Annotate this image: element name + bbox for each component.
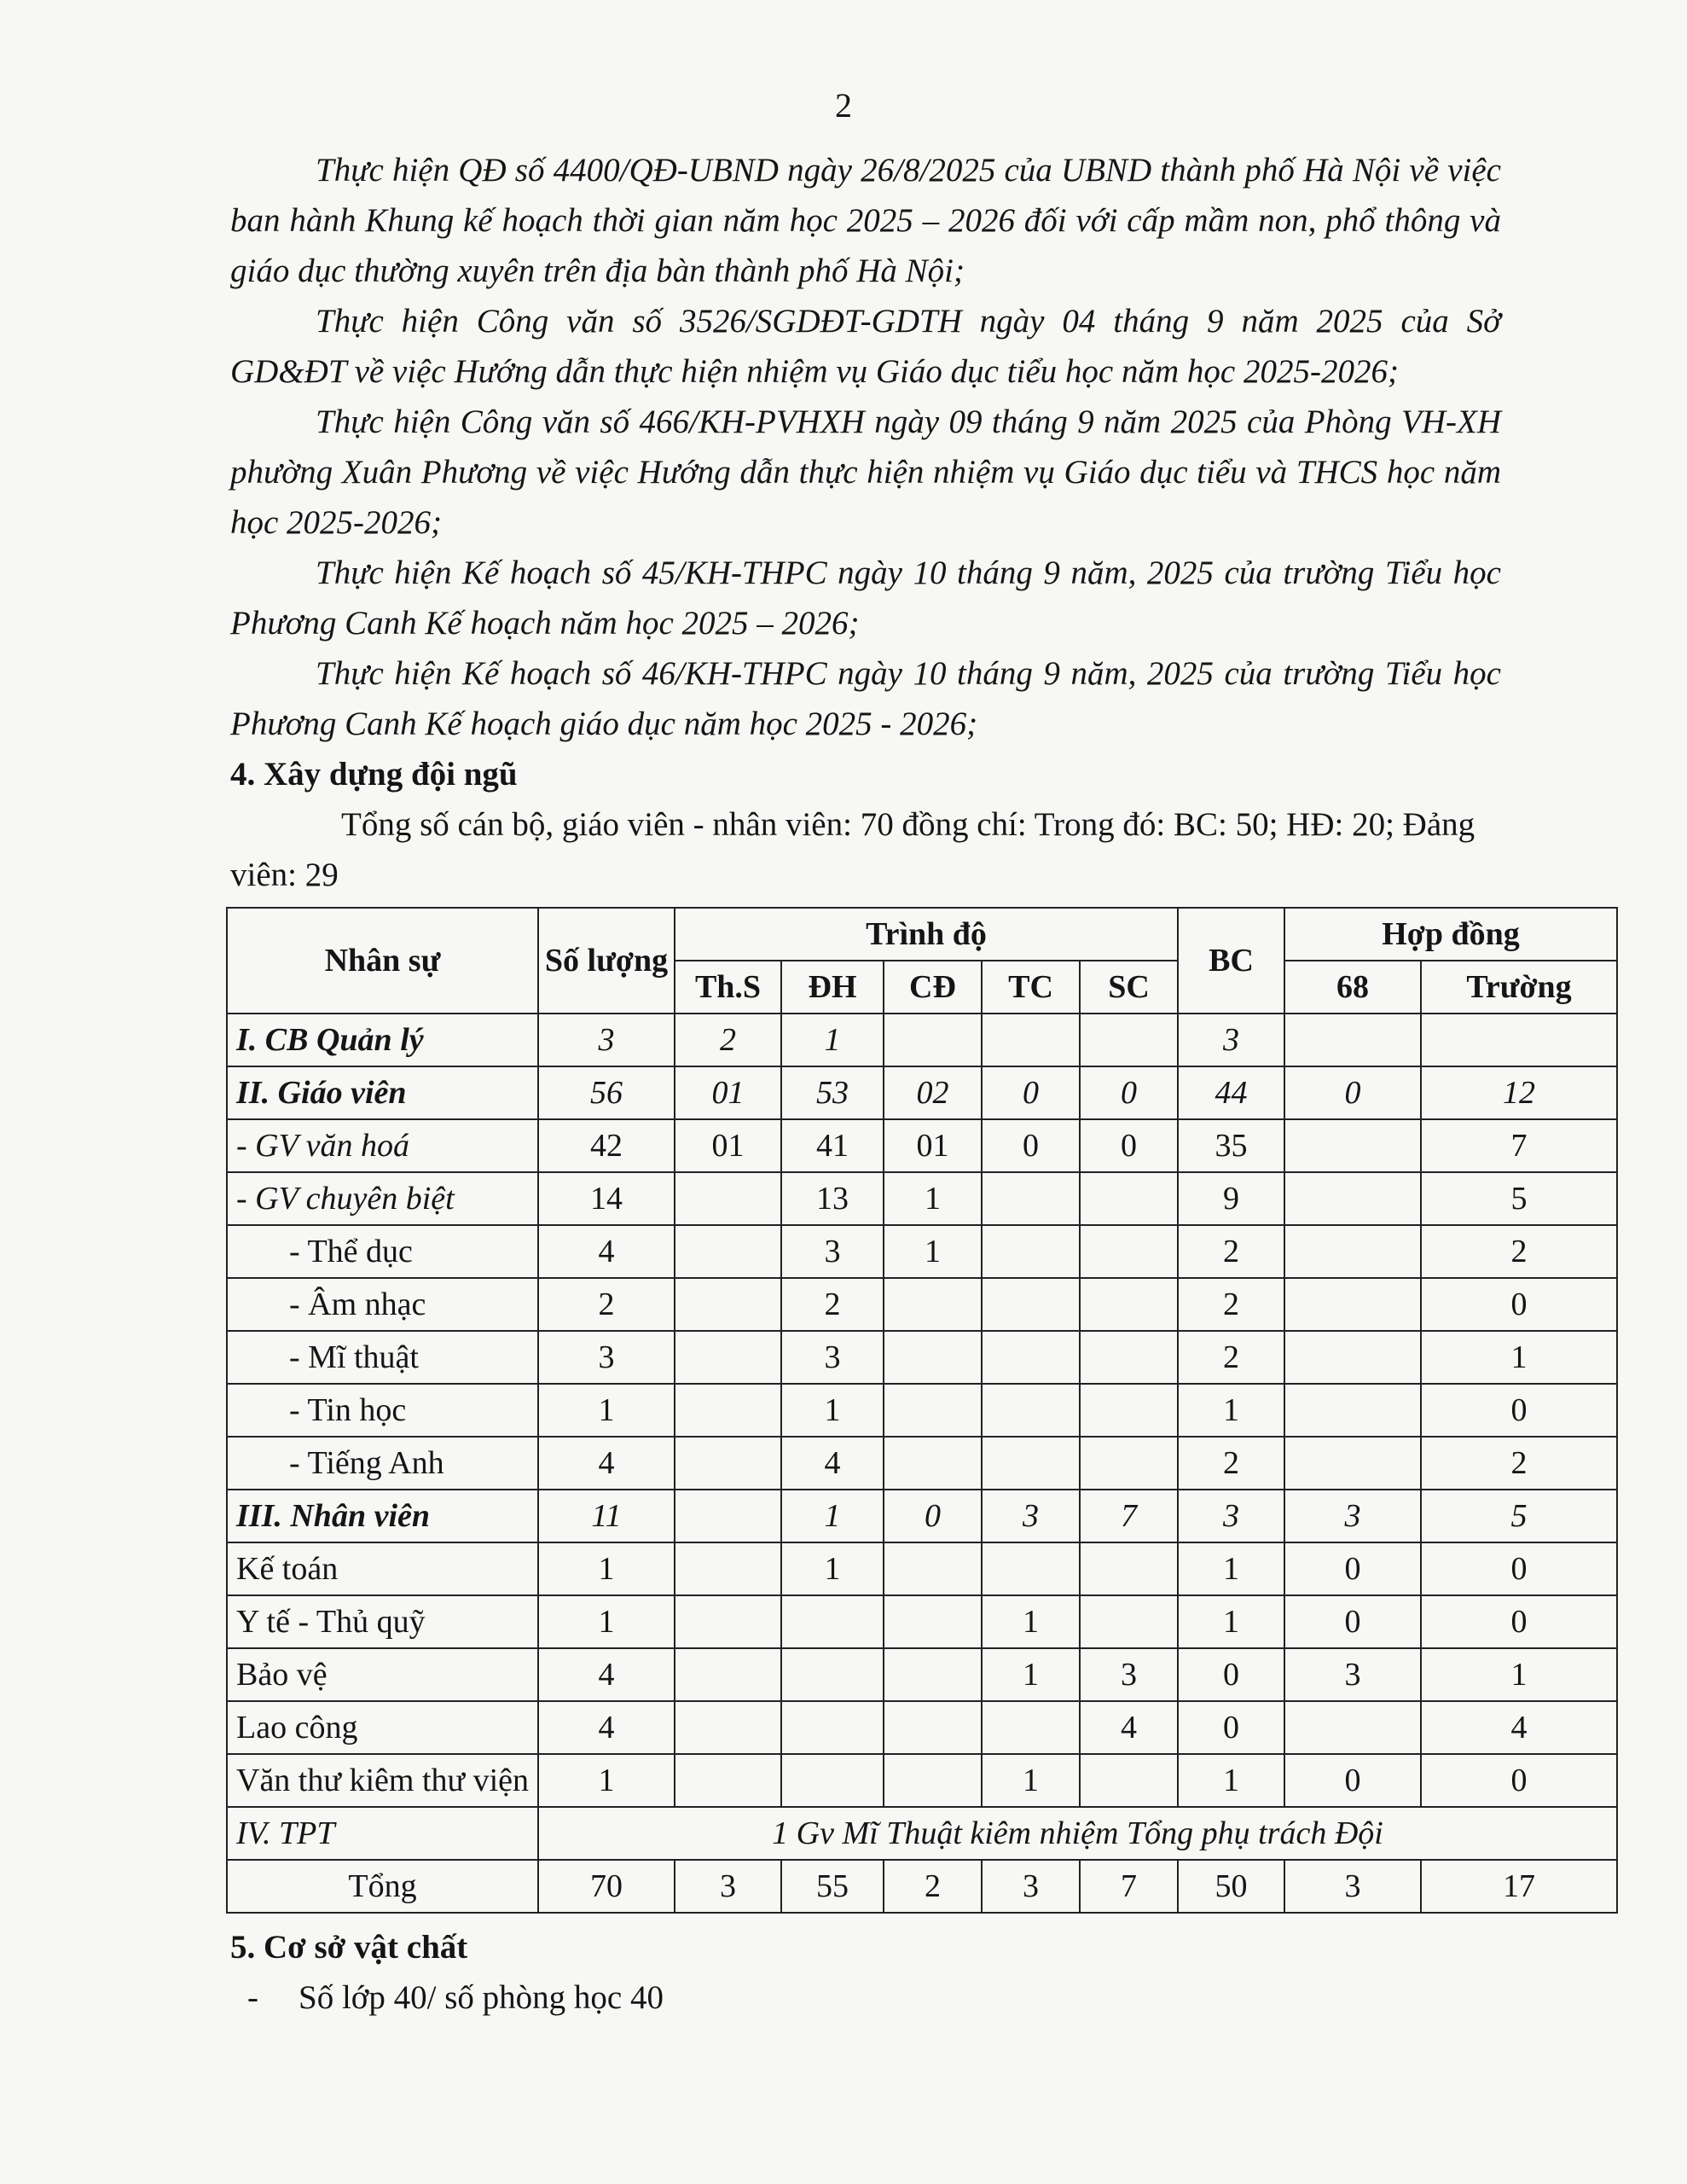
cell-ths — [675, 1490, 781, 1542]
cell-ths — [675, 1172, 781, 1225]
cell-tc — [982, 1278, 1080, 1331]
cell-dh — [781, 1701, 884, 1754]
cell-bc: 44 — [1178, 1066, 1284, 1119]
table-row — [227, 1490, 1617, 1542]
row-label: Kế toán — [227, 1542, 538, 1595]
cell-sc: 7 — [1080, 1490, 1178, 1542]
cell-hd68 — [1284, 1278, 1421, 1331]
cell-bc: 35 — [1178, 1119, 1284, 1172]
cell-truong: 12 — [1421, 1066, 1617, 1119]
cell-bc: 1 — [1178, 1595, 1284, 1648]
cell-so_luong: 1 — [538, 1754, 675, 1807]
table-row — [227, 1014, 1617, 1066]
paragraph-2 — [230, 296, 1501, 397]
cell-dh: 4 — [781, 1437, 884, 1490]
cell-bc: 2 — [1178, 1331, 1284, 1384]
cell-cd — [884, 1648, 982, 1701]
total-ths: 3 — [675, 1860, 781, 1913]
row-label: III. Nhân viên — [227, 1490, 538, 1542]
header-sc: SC — [1080, 961, 1178, 1014]
cell-bc: 1 — [1178, 1754, 1284, 1807]
cell-bc: 2 — [1178, 1437, 1284, 1490]
table-row — [227, 1648, 1617, 1701]
cell-tc — [982, 1701, 1080, 1754]
cell-hd68 — [1284, 1014, 1421, 1066]
cell-cd: 01 — [884, 1119, 982, 1172]
total-so-luong: 70 — [538, 1860, 675, 1913]
paragraph-2-text: Thực hiện Công văn số 3526/SGDĐT-GDTH ngày 04 tháng 9 năm 2025 của Sở GD&ĐT về việc Hướng dẫn thực hiện nhiệm vụ Giáo dục tiểu học năm học 2025-2026; — [230, 303, 1501, 390]
paragraph-3 — [230, 397, 1501, 548]
cell-cd — [884, 1595, 982, 1648]
cell-truong: 2 — [1421, 1437, 1617, 1490]
paragraph-1-text: Thực hiện QĐ số 4400/QĐ-UBND ngày 26/8/2025 của UBND thành phố Hà Nội về việc ban hành Khung kế hoạch thời gian năm học 2025 – 2026 đối với cấp mầm non, phổ thông và giáo dục thường xuyên trên địa bàn thành phố Hà Nội; — [230, 152, 1501, 289]
tpt-label: IV. TPT — [227, 1807, 538, 1860]
row-label: Y tế - Thủ quỹ — [227, 1595, 538, 1648]
paragraph-4-text: Thực hiện Kế hoạch số 45/KH-THPC ngày 10 tháng 9 năm, 2025 của trường Tiểu học Phương Canh Kế hoạch năm học 2025 – 2026; — [230, 555, 1501, 642]
cell-truong: 0 — [1421, 1595, 1617, 1648]
cell-ths — [675, 1225, 781, 1278]
cell-cd — [884, 1542, 982, 1595]
cell-dh: 41 — [781, 1119, 884, 1172]
cell-cd — [884, 1384, 982, 1437]
header-68: 68 — [1284, 961, 1421, 1014]
cell-hd68 — [1284, 1119, 1421, 1172]
table-row — [227, 1542, 1617, 1595]
section-4-heading: 4. Xây dựng đội ngũ — [230, 756, 518, 793]
total-bc: 50 — [1178, 1860, 1284, 1913]
cell-hd68: 3 — [1284, 1490, 1421, 1542]
cell-ths: 2 — [675, 1014, 781, 1066]
cell-ths: 01 — [675, 1119, 781, 1172]
table-row — [227, 1384, 1617, 1437]
cell-sc: 0 — [1080, 1066, 1178, 1119]
total-cd: 2 — [884, 1860, 982, 1913]
cell-dh: 1 — [781, 1542, 884, 1595]
header-hop-dong: Hợp đồng — [1284, 908, 1617, 961]
cell-hd68: 0 — [1284, 1066, 1421, 1119]
cell-tc — [982, 1172, 1080, 1225]
cell-tc: 0 — [982, 1119, 1080, 1172]
total-row — [227, 1860, 1617, 1913]
cell-tc — [982, 1014, 1080, 1066]
cell-tc — [982, 1542, 1080, 1595]
cell-hd68: 0 — [1284, 1754, 1421, 1807]
total-label: Tổng — [227, 1860, 538, 1913]
cell-so_luong: 4 — [538, 1225, 675, 1278]
cell-sc — [1080, 1278, 1178, 1331]
total-68: 3 — [1284, 1860, 1421, 1913]
staff-table-body — [227, 1014, 1617, 1807]
cell-so_luong: 2 — [538, 1278, 675, 1331]
cell-so_luong: 4 — [538, 1701, 675, 1754]
cell-tc: 1 — [982, 1754, 1080, 1807]
cell-so_luong: 14 — [538, 1172, 675, 1225]
tpt-note: 1 Gv Mĩ Thuật kiêm nhiệm Tổng phụ trách Đội — [538, 1807, 1617, 1860]
cell-ths — [675, 1278, 781, 1331]
cell-hd68: 0 — [1284, 1595, 1421, 1648]
cell-dh: 13 — [781, 1172, 884, 1225]
header-row-1 — [227, 908, 1617, 961]
paragraph-5-text: Thực hiện Kế hoạch số 46/KH-THPC ngày 10 tháng 9 năm, 2025 của trường Tiểu học Phương Canh Kế hoạch giáo dục năm học 2025 - 2026; — [230, 655, 1501, 742]
cell-truong: 0 — [1421, 1542, 1617, 1595]
header-bc: BC — [1178, 908, 1284, 1014]
cell-ths — [675, 1331, 781, 1384]
cell-so_luong: 3 — [538, 1331, 675, 1384]
row-label: - Âm nhạc — [227, 1278, 538, 1331]
header-dh: ĐH — [781, 961, 884, 1014]
cell-sc — [1080, 1331, 1178, 1384]
cell-cd — [884, 1701, 982, 1754]
table-row — [227, 1066, 1617, 1119]
total-dh: 55 — [781, 1860, 884, 1913]
row-label: - Mĩ thuật — [227, 1331, 538, 1384]
paragraph-1 — [230, 145, 1501, 296]
cell-sc — [1080, 1595, 1178, 1648]
cell-sc — [1080, 1384, 1178, 1437]
header-ths: Th.S — [675, 961, 781, 1014]
cell-sc — [1080, 1437, 1178, 1490]
cell-bc: 3 — [1178, 1490, 1284, 1542]
row-label: - GV chuyên biệt — [227, 1172, 538, 1225]
table-row — [227, 1278, 1617, 1331]
cell-truong: 0 — [1421, 1384, 1617, 1437]
table-row — [227, 1225, 1617, 1278]
cell-truong: 1 — [1421, 1331, 1617, 1384]
cell-sc — [1080, 1542, 1178, 1595]
row-label: Lao công — [227, 1701, 538, 1754]
cell-bc: 3 — [1178, 1014, 1284, 1066]
table-row — [227, 1119, 1617, 1172]
cell-cd — [884, 1014, 982, 1066]
cell-cd: 1 — [884, 1225, 982, 1278]
cell-ths — [675, 1542, 781, 1595]
cell-hd68: 0 — [1284, 1542, 1421, 1595]
cell-dh: 3 — [781, 1225, 884, 1278]
cell-ths — [675, 1701, 781, 1754]
table-row — [227, 1595, 1617, 1648]
cell-ths — [675, 1648, 781, 1701]
cell-dh: 3 — [781, 1331, 884, 1384]
cell-tc: 3 — [982, 1490, 1080, 1542]
cell-sc: 4 — [1080, 1701, 1178, 1754]
cell-sc: 3 — [1080, 1648, 1178, 1701]
list-dash: - — [247, 1979, 258, 2016]
cell-hd68 — [1284, 1225, 1421, 1278]
header-trinh-do: Trình độ — [675, 908, 1178, 961]
cell-tc: 1 — [982, 1595, 1080, 1648]
cell-tc — [982, 1384, 1080, 1437]
row-label: - Thể dục — [227, 1225, 538, 1278]
staff-table — [226, 907, 1618, 1914]
header-truong: Trường — [1421, 961, 1617, 1014]
cell-dh: 2 — [781, 1278, 884, 1331]
cell-bc: 0 — [1178, 1701, 1284, 1754]
cell-hd68 — [1284, 1701, 1421, 1754]
table-row — [227, 1754, 1617, 1807]
row-label: - Tiếng Anh — [227, 1437, 538, 1490]
cell-hd68: 3 — [1284, 1648, 1421, 1701]
cell-tc — [982, 1437, 1080, 1490]
cell-sc — [1080, 1014, 1178, 1066]
cell-dh: 1 — [781, 1384, 884, 1437]
header-nhan-su: Nhân sự — [227, 908, 538, 1014]
document-body — [230, 145, 1572, 2023]
cell-cd: 1 — [884, 1172, 982, 1225]
row-label: - Tin học — [227, 1384, 538, 1437]
paragraph-4 — [230, 548, 1501, 648]
cell-cd — [884, 1754, 982, 1807]
header-so-luong: Số lượng — [538, 908, 675, 1014]
cell-truong: 5 — [1421, 1490, 1617, 1542]
cell-ths — [675, 1437, 781, 1490]
cell-cd: 02 — [884, 1066, 982, 1119]
cell-bc: 2 — [1178, 1278, 1284, 1331]
cell-tc — [982, 1331, 1080, 1384]
total-tc: 3 — [982, 1860, 1080, 1913]
table-row — [227, 1172, 1617, 1225]
section-5-item-text: Số lớp 40/ số phòng học 40 — [299, 1979, 664, 2016]
cell-truong: 0 — [1421, 1278, 1617, 1331]
cell-so_luong: 4 — [538, 1648, 675, 1701]
row-label: Bảo vệ — [227, 1648, 538, 1701]
cell-hd68 — [1284, 1331, 1421, 1384]
cell-so_luong: 4 — [538, 1437, 675, 1490]
cell-bc: 1 — [1178, 1384, 1284, 1437]
cell-so_luong: 1 — [538, 1595, 675, 1648]
row-label: Văn thư kiêm thư viện — [227, 1754, 538, 1807]
cell-cd — [884, 1331, 982, 1384]
tpt-row — [227, 1807, 1617, 1860]
row-label: II. Giáo viên — [227, 1066, 538, 1119]
table-row — [227, 1437, 1617, 1490]
cell-hd68 — [1284, 1437, 1421, 1490]
cell-hd68 — [1284, 1172, 1421, 1225]
cell-dh — [781, 1754, 884, 1807]
cell-bc: 2 — [1178, 1225, 1284, 1278]
paragraph-3-text: Thực hiện Công văn số 466/KH-PVHXH ngày 09 tháng 9 năm 2025 của Phòng VH-XH phường Xuân Phương về việc Hướng dẫn thực hiện nhiệm vụ Giáo dục tiểu và THCS học năm học 2025-2026; — [230, 404, 1501, 541]
cell-bc: 9 — [1178, 1172, 1284, 1225]
cell-so_luong: 3 — [538, 1014, 675, 1066]
section-5-heading: 5. Cơ sở vật chất — [230, 1929, 468, 1966]
cell-hd68 — [1284, 1384, 1421, 1437]
cell-ths: 01 — [675, 1066, 781, 1119]
cell-truong — [1421, 1014, 1617, 1066]
row-label: I. CB Quản lý — [227, 1014, 538, 1066]
header-tc: TC — [982, 961, 1080, 1014]
cell-truong: 7 — [1421, 1119, 1617, 1172]
cell-dh — [781, 1648, 884, 1701]
cell-so_luong: 42 — [538, 1119, 675, 1172]
total-sc: 7 — [1080, 1860, 1178, 1913]
cell-ths — [675, 1754, 781, 1807]
cell-sc: 0 — [1080, 1119, 1178, 1172]
cell-sc — [1080, 1754, 1178, 1807]
cell-so_luong: 56 — [538, 1066, 675, 1119]
cell-cd: 0 — [884, 1490, 982, 1542]
cell-so_luong: 1 — [538, 1542, 675, 1595]
cell-truong: 1 — [1421, 1648, 1617, 1701]
paragraph-5 — [230, 648, 1501, 749]
row-label: - GV văn hoá — [227, 1119, 538, 1172]
total-truong: 17 — [1421, 1860, 1617, 1913]
cell-truong: 0 — [1421, 1754, 1617, 1807]
header-cd: CĐ — [884, 961, 982, 1014]
cell-dh: 1 — [781, 1014, 884, 1066]
cell-cd — [884, 1437, 982, 1490]
cell-sc — [1080, 1172, 1178, 1225]
cell-ths — [675, 1384, 781, 1437]
cell-bc: 0 — [1178, 1648, 1284, 1701]
cell-truong: 4 — [1421, 1701, 1617, 1754]
staff-summary: Tổng số cán bộ, giáo viên - nhân viên: 70 đồng chí: Trong đó: BC: 50; HĐ: 20; Đảng viên: 29 — [230, 806, 1475, 893]
cell-truong: 2 — [1421, 1225, 1617, 1278]
cell-tc — [982, 1225, 1080, 1278]
table-row — [227, 1331, 1617, 1384]
cell-ths — [675, 1595, 781, 1648]
cell-sc — [1080, 1225, 1178, 1278]
cell-cd — [884, 1278, 982, 1331]
cell-dh: 1 — [781, 1490, 884, 1542]
cell-tc: 0 — [982, 1066, 1080, 1119]
page-number: 2 — [835, 86, 852, 125]
cell-dh: 53 — [781, 1066, 884, 1119]
table-row — [227, 1701, 1617, 1754]
cell-so_luong: 11 — [538, 1490, 675, 1542]
cell-tc: 1 — [982, 1648, 1080, 1701]
cell-truong: 5 — [1421, 1172, 1617, 1225]
cell-dh — [781, 1595, 884, 1648]
cell-so_luong: 1 — [538, 1384, 675, 1437]
cell-bc: 1 — [1178, 1542, 1284, 1595]
section-5-item — [230, 1972, 1501, 2023]
